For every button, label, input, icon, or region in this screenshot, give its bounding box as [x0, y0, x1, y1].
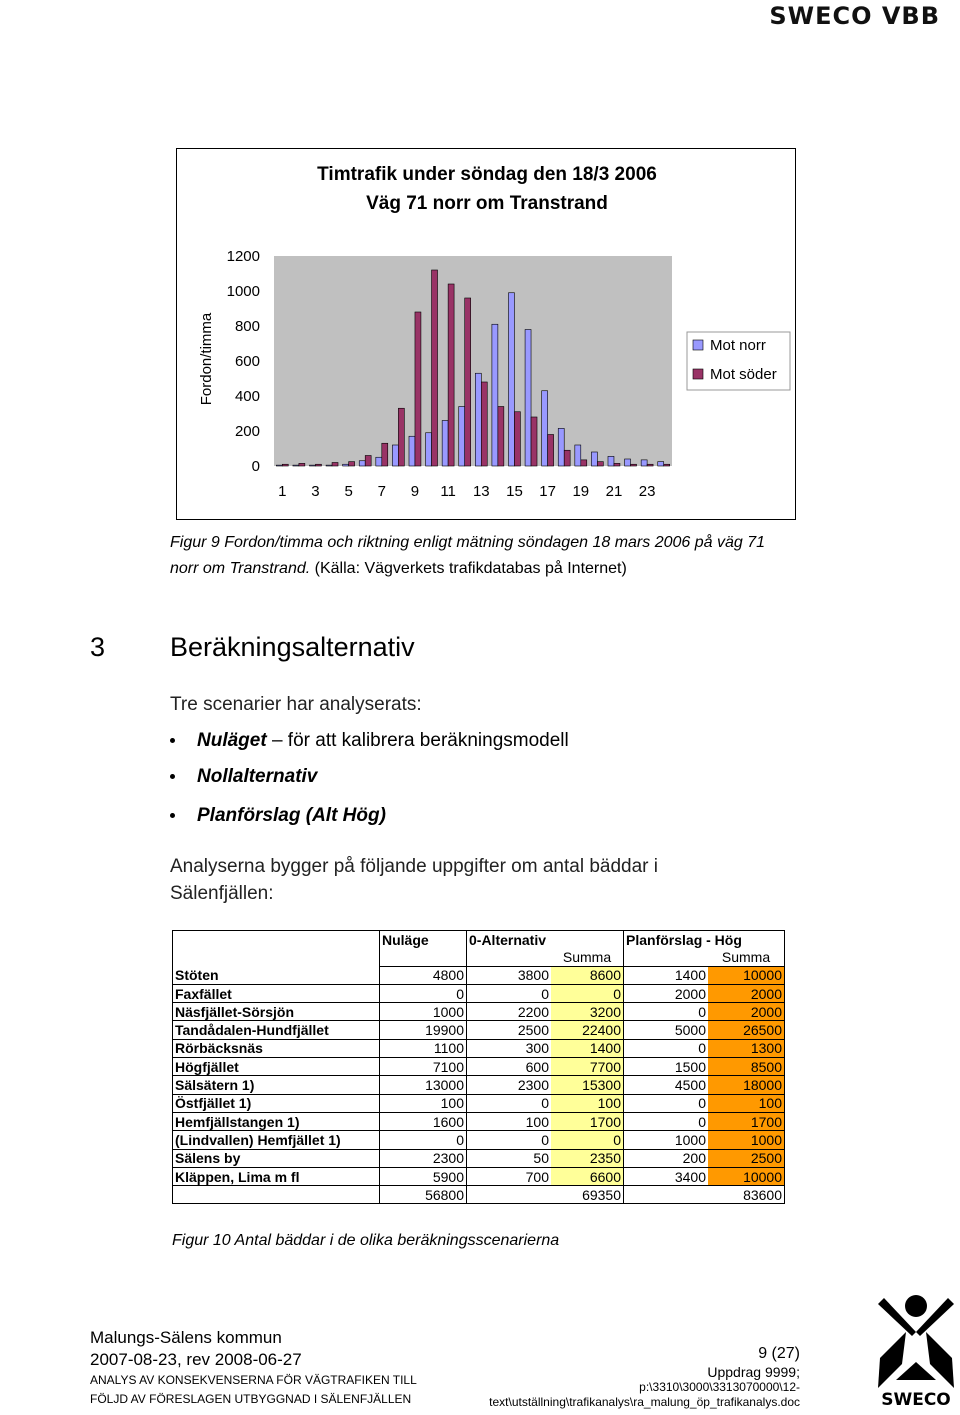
table-subheader-summa2: Summa: [708, 948, 785, 966]
bar-mot-norr: [459, 407, 465, 467]
bar-mot-soder: [481, 382, 487, 466]
sweco-logo: [872, 1292, 960, 1410]
section-heading: [90, 632, 415, 663]
table-total-cell: 69350: [551, 1186, 624, 1204]
table-row: [173, 1131, 785, 1149]
bar-mot-norr: [625, 459, 631, 466]
y-tick-label: 0: [251, 458, 260, 475]
fig9-caption-source: (Källa: Vägverkets trafikdatabas på Internet): [314, 560, 627, 577]
analysis-text-line1: Analyserna bygger på följande uppgifter om antal bäddar i: [170, 856, 658, 877]
y-tick-label: 200: [234, 423, 260, 440]
table-cell: 0: [467, 1094, 552, 1112]
table-cell: 1000: [624, 1131, 709, 1149]
table-cell: 1000: [708, 1131, 785, 1149]
row-label: Stöten: [173, 966, 380, 984]
table-row: [173, 1039, 785, 1057]
x-tick-label: 11: [440, 483, 456, 500]
bar-mot-norr: [525, 330, 531, 467]
row-label: Östfjället 1): [173, 1094, 380, 1112]
bullet-bold-nollalternativ: Nollalternativ: [197, 766, 318, 787]
table-cell: 2350: [551, 1149, 624, 1167]
section-title: Beräkningsalternativ: [170, 632, 415, 662]
bar-mot-soder: [647, 464, 653, 466]
footer-title-line2: FÖLJD AV FÖRESLAGEN UTBYGGNAD I SÄLENFJÄLLEN: [90, 1392, 412, 1406]
traffic-chart: [176, 148, 796, 520]
chart-title-line2: Väg 71 norr om Transtrand: [366, 193, 608, 214]
table-total-cell: 83600: [708, 1186, 785, 1204]
table-cell: 0: [624, 1003, 709, 1021]
table-cell: 7100: [380, 1058, 467, 1076]
table-cell: 0: [624, 1039, 709, 1057]
bar-mot-soder: [448, 284, 454, 466]
bar-mot-soder: [465, 298, 471, 466]
table-cell: 0: [624, 1094, 709, 1112]
table-cell: 1600: [380, 1112, 467, 1130]
table-cell: 15300: [551, 1076, 624, 1094]
legend-label-soder: Mot söder: [710, 366, 777, 383]
beds-table: [172, 930, 785, 1204]
sweco-logo-text: SWECO: [881, 1390, 951, 1410]
fig9-caption-italic: norr om Transtrand.: [170, 560, 311, 577]
bar-mot-norr: [359, 461, 365, 466]
x-tick-label: 13: [472, 483, 490, 500]
table-subheader-blank: [380, 948, 467, 966]
bar-mot-soder: [332, 463, 338, 467]
bar-mot-soder: [432, 270, 438, 466]
table-cell: 10000: [708, 966, 785, 984]
table-cell: 2500: [467, 1021, 552, 1039]
legend-label-norr: Mot norr: [710, 337, 766, 354]
bullet-item-planforslag: [170, 805, 386, 827]
bar-mot-norr: [641, 460, 647, 466]
bullet-bold-planforslag: Planförslag (Alt Hög): [197, 805, 386, 826]
table-cell: 2000: [708, 984, 785, 1002]
legend-swatch-norr: [693, 340, 703, 350]
legend-swatch-soder: [693, 369, 703, 379]
row-label: Kläppen, Lima m fl: [173, 1167, 380, 1185]
bar-mot-norr: [442, 421, 448, 467]
table-row: [173, 1076, 785, 1094]
table-subheader-blank: [624, 948, 709, 966]
row-label: Högfjället: [173, 1058, 380, 1076]
table-cell: 1400: [624, 966, 709, 984]
table-cell: 0: [467, 1131, 552, 1149]
footer-date: 2007-08-23, rev 2008-06-27: [90, 1350, 302, 1369]
bar-mot-norr: [426, 433, 432, 466]
table-row: [173, 966, 785, 984]
table-cell: 0: [551, 984, 624, 1002]
bar-mot-soder: [398, 408, 404, 466]
table-subheader-row: [173, 948, 785, 966]
bar-mot-soder: [315, 464, 321, 466]
brand-wordmark: SWECO VBB: [769, 2, 940, 30]
y-tick-label: 1200: [226, 248, 260, 265]
table-cell: 1700: [708, 1112, 785, 1130]
table-cell: 26500: [708, 1021, 785, 1039]
x-tick-label: 17: [539, 483, 556, 500]
table-cell: 2200: [467, 1003, 552, 1021]
table-cell: 1500: [624, 1058, 709, 1076]
table-cell: 5000: [624, 1021, 709, 1039]
x-tick-label: 23: [638, 483, 656, 500]
y-tick-label: 400: [234, 388, 260, 405]
bar-mot-soder: [531, 417, 537, 466]
row-label: (Lindvallen) Hemfjället 1): [173, 1131, 380, 1149]
y-tick-label: 1000: [226, 283, 260, 300]
table-cell: 100: [467, 1112, 552, 1130]
bullet-item-nollalternativ: [170, 766, 317, 788]
table-cell: 8500: [708, 1058, 785, 1076]
bar-mot-soder: [597, 462, 603, 466]
table-cell: 8600: [551, 966, 624, 984]
table-cell: 200: [624, 1149, 709, 1167]
footer-path-line1: p:\3310\3000\3313070000\12-: [639, 1380, 800, 1394]
bar-mot-soder: [548, 435, 554, 467]
table-row: [173, 1094, 785, 1112]
table-cell: 3800: [467, 966, 552, 984]
table-total-blank: [467, 1186, 552, 1204]
table-cell: 600: [467, 1058, 552, 1076]
traffic-chart-svg: [177, 149, 795, 519]
bar-mot-norr: [492, 324, 498, 466]
table-cell: 2000: [708, 1003, 785, 1021]
bar-mot-soder: [631, 464, 637, 466]
bar-mot-soder: [299, 463, 305, 466]
table-cell: 100: [708, 1094, 785, 1112]
bar-mot-norr: [276, 465, 282, 466]
table-cell: 3400: [624, 1167, 709, 1185]
footer-title-line1: ANALYS AV KONSEKVENSERNA FÖR VÄGTRAFIKEN TILL: [90, 1373, 417, 1387]
bar-mot-norr: [658, 462, 664, 466]
table-header-nulage: Nuläge: [380, 931, 467, 949]
fig9-caption-line2: [170, 560, 627, 578]
table-cell: 6600: [551, 1167, 624, 1185]
row-label: Sälsätern 1): [173, 1076, 380, 1094]
bar-mot-soder: [382, 443, 388, 466]
table-cell: 7700: [551, 1058, 624, 1076]
x-tick-label: 15: [506, 483, 523, 500]
bullet-icon: [170, 813, 175, 818]
bar-mot-soder: [664, 464, 670, 466]
table-cell: 1400: [551, 1039, 624, 1057]
section-number: 3: [90, 632, 106, 662]
bar-mot-norr: [392, 445, 398, 466]
bar-mot-soder: [614, 463, 620, 466]
bar-mot-norr: [343, 464, 349, 466]
bar-mot-norr: [608, 456, 614, 466]
row-label: Hemfjällstangen 1): [173, 1112, 380, 1130]
bar-mot-norr: [475, 373, 481, 466]
row-label: Tandådalen-Hundfjället: [173, 1021, 380, 1039]
table-header-alt0: 0-Alternativ: [467, 931, 624, 949]
table-cell: 5900: [380, 1167, 467, 1185]
chart-title-line1: Timtrafik under söndag den 18/3 2006: [317, 164, 657, 185]
bar-mot-norr: [508, 293, 514, 466]
table-row: [173, 1021, 785, 1039]
row-label: Sälens by: [173, 1149, 380, 1167]
bar-mot-norr: [326, 465, 332, 466]
table-totals-row: [173, 1186, 785, 1204]
intro-text: Tre scenarier har analyserats:: [170, 694, 422, 715]
y-tick-label: 800: [234, 318, 260, 335]
table-cell: 100: [551, 1094, 624, 1112]
bar-mot-soder: [498, 407, 504, 467]
x-tick-label: 7: [377, 483, 386, 500]
table-cell: 1000: [380, 1003, 467, 1021]
bar-mot-soder: [349, 462, 355, 466]
table-cell: 700: [467, 1167, 552, 1185]
bar-mot-norr: [575, 445, 581, 466]
table-cell: 0: [380, 984, 467, 1002]
x-tick-label: 3: [311, 483, 320, 500]
chart-y-axis-label: Fordon/timma: [198, 312, 215, 406]
table-header-empty: [173, 931, 380, 949]
table-cell: 2000: [624, 984, 709, 1002]
table-cell: 300: [467, 1039, 552, 1057]
table-cell: 4500: [624, 1076, 709, 1094]
footer-page-number: 9 (27): [758, 1345, 800, 1362]
row-label: Faxfället: [173, 984, 380, 1002]
row-label: Näsfjället-Sörsjön: [173, 1003, 380, 1021]
bullet-icon: [170, 738, 175, 743]
table-total-cell: 56800: [380, 1186, 467, 1204]
footer-path-line2: text\utställning\trafikanalys\ra_malung_öp_trafikanalys.doc: [489, 1395, 800, 1409]
bar-mot-norr: [591, 452, 597, 466]
table-cell: 1100: [380, 1039, 467, 1057]
table-row: [173, 1149, 785, 1167]
table-cell: 19900: [380, 1021, 467, 1039]
table-cell: 0: [467, 984, 552, 1002]
chart-plot-area: [274, 256, 672, 466]
x-tick-label: 19: [572, 483, 590, 500]
table-subheader-empty: [173, 948, 380, 966]
fig10-caption: Figur 10 Antal bäddar i de olika beräkningsscenarierna: [172, 1232, 560, 1249]
table-cell: 18000: [708, 1076, 785, 1094]
table-row: [173, 1058, 785, 1076]
x-tick-label: 5: [344, 483, 353, 500]
table-cell: 10000: [708, 1167, 785, 1185]
bar-mot-soder: [415, 312, 421, 466]
table-cell: 50: [467, 1149, 552, 1167]
table-cell: 2500: [708, 1149, 785, 1167]
x-tick-label: 1: [278, 483, 287, 500]
table-cell: 0: [624, 1112, 709, 1130]
table-cell: 0: [551, 1131, 624, 1149]
table-row: [173, 1167, 785, 1185]
table-cell: 0: [380, 1131, 467, 1149]
table-cell: 2300: [467, 1076, 552, 1094]
bar-mot-norr: [542, 391, 548, 466]
bullet-rest-nulaget: – för att kalibrera beräkningsmodell: [266, 730, 569, 751]
table-cell: 1300: [708, 1039, 785, 1057]
bullet-icon: [170, 774, 175, 779]
bar-mot-norr: [293, 465, 299, 466]
footer-uppdrag: Uppdrag 9999;: [707, 1364, 800, 1380]
table-cell: 1700: [551, 1112, 624, 1130]
bar-mot-soder: [564, 450, 570, 466]
x-tick-label: 21: [605, 483, 623, 500]
table-cell: 3200: [551, 1003, 624, 1021]
table-cell: 2300: [380, 1149, 467, 1167]
table-row: [173, 1112, 785, 1130]
footer-municipality: Malungs-Sälens kommun: [90, 1328, 282, 1347]
table-cell: 100: [380, 1094, 467, 1112]
bar-mot-soder: [365, 456, 371, 467]
bar-mot-soder: [514, 412, 520, 466]
table-row: [173, 984, 785, 1002]
bar-mot-norr: [409, 436, 415, 466]
row-label: Rörbäcksnäs: [173, 1039, 380, 1057]
table-row: [173, 1003, 785, 1021]
bullet-item-nulaget: [170, 730, 569, 752]
table-header-row: [173, 931, 785, 949]
analysis-text-line2: Sälenfjällen:: [170, 883, 274, 904]
x-tick-label: 9: [410, 483, 420, 500]
bullet-bold-nulaget: Nuläget: [197, 730, 267, 751]
table-total-blank: [624, 1186, 709, 1204]
table-subheader-blank: [467, 948, 552, 966]
sweco-logo-icon: [872, 1292, 960, 1410]
table-subheader-summa1: Summa: [551, 948, 624, 966]
bar-mot-norr: [376, 457, 382, 466]
bar-mot-norr: [558, 428, 564, 466]
table-cell: 13000: [380, 1076, 467, 1094]
y-tick-label: 600: [234, 353, 260, 370]
table-total-blank: [173, 1186, 380, 1204]
table-cell: 4800: [380, 966, 467, 984]
fig9-caption-line1: Figur 9 Fordon/timma och riktning enligt mätning söndagen 18 mars 2006 på väg 71: [170, 534, 766, 551]
bar-mot-soder: [581, 460, 587, 466]
bar-mot-soder: [282, 464, 288, 466]
table-cell: 22400: [551, 1021, 624, 1039]
bar-mot-norr: [309, 465, 315, 466]
table-header-plan: Planförslag - Hög: [624, 931, 785, 949]
